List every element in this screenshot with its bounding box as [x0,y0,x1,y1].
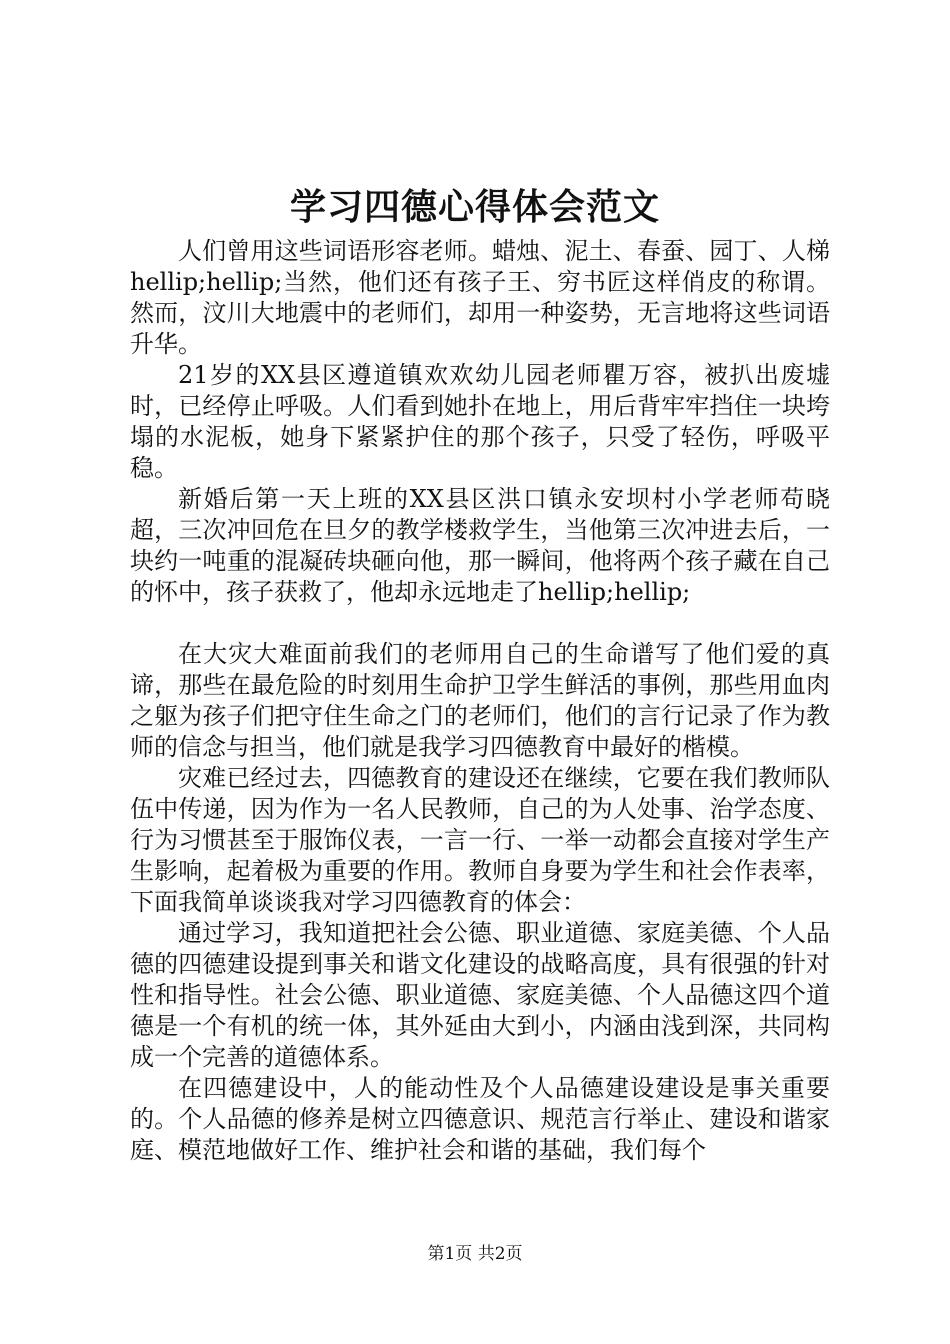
paragraph-2: 21岁的XX县区遵道镇欢欢幼儿园老师瞿万容，被扒出废墟时，已经停止呼吸。人们看到她扑在地上，用后背牢牢挡住一块垮塌的水泥板，她身下紧紧护住的那个孩子，只受了轻伤，呼吸平稳。 [130,361,830,482]
paragraph-1: 人们曾用这些词语形容老师。蜡烛、泥土、春蚕、园丁、人梯hellip;hellip;当然，他们还有孩子王、穷书匠这样俏皮的称谓。然而，汶川大地震中的老师们，却用一种姿势，无言地将这些词语升华。 [130,237,830,358]
page-footer: 第1页 共2页 [427,1244,523,1264]
paragraph-6: 通过学习，我知道把社会公德、职业道德、家庭美德、个人品德的四德建设提到事关和谐文化建设的战略高度，具有很强的针对性和指导性。社会公德、职业道德、家庭美德、个人品德这四个道德是一个有机的统一体，其外延由大到小，内涵由浅到深，共同构成一个完善的道德体系。 [130,919,830,1071]
paragraph-5: 灾难已经过去，四德教育的建设还在继续，它要在我们教师队伍中传递，因为作为一名人民教师，自己的为人处事、治学态度、行为习惯甚至于服饰仪表，一言一行、一举一动都会直接对学生产生影响，起着极为重要的作用。教师自身要为学生和社会作表率，下面我简单谈谈我对学习四德教育的体会： [130,764,830,916]
paragraph-spacer [130,608,830,639]
document-body [130,236,830,1166]
paragraph-4: 在大灾大难面前我们的老师用自己的生命谱写了他们爱的真谛，那些在最危险的时刻用生命护卫学生鲜活的事例，那些用血肉之躯为孩子们把守住生命之门的老师们，他们的言行记录了作为教师的信念与担当，他们就是我学习四德教育中最好的楷模。 [130,640,830,761]
document-title: 学习四德心得体会范文 [289,186,660,228]
paragraph-3: 新婚后第一天上班的XX县区洪口镇永安坝村小学老师苟晓超，三次冲回危在旦夕的教学楼救学生，当他第三次冲进去后，一块约一吨重的混凝砖块砸向他，那一瞬间，他将两个孩子藏在自己的怀中，孩子获救了，他却永远地走了hellip;hellip; [130,485,830,606]
paragraph-7: 在四德建设中，人的能动性及个人品德建设建设是事关重要的。个人品德的修养是树立四德意识、规范言行举止、建设和谐家庭、模范地做好工作、维护社会和谐的基础，我们每个 [130,1074,830,1164]
